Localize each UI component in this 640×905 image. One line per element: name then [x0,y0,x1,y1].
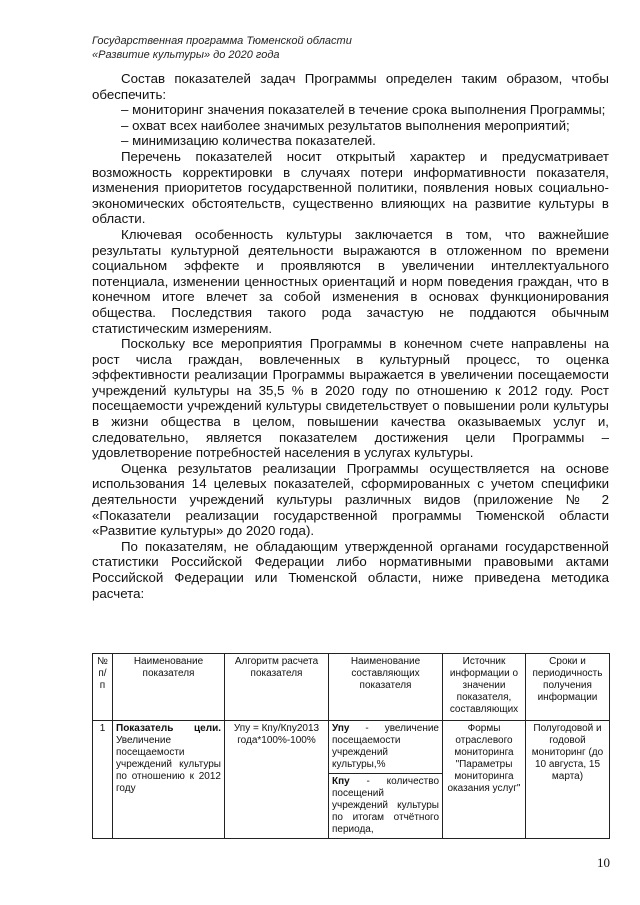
bullet-monitoring: – мониторинг значения показателей в течение срока выполнения Программы; [121,102,606,118]
cell-components [329,721,443,839]
component-kpu [329,773,442,838]
component-upu [329,721,442,773]
col-header-name: Наименование показателя [113,654,225,721]
indicators-table [92,653,610,839]
cell-source: Формы отраслевого мониторинга "Параметры мониторинга оказания услуг" [443,721,526,839]
cell-number: 1 [93,721,113,839]
component-kpu-text: - количество посещений учреждений культуры по итогам отчётного периода, [332,776,439,835]
header-line-2: «Развитие культуры» до 2020 года [92,49,280,61]
col-header-components: Наименование составляющих показателя [329,654,443,721]
paragraph-intro: Состав показателей задач Программы определен таким образом, чтобы обеспечить: [92,71,609,102]
component-kpu-symbol: Кпу [332,776,350,787]
component-upu-symbol: Упу [332,723,350,734]
paragraph-efficiency: Поскольку все мероприятия Программы в конечном счете направлены на рост числа граждан, вовлеченных в культурный процесс, то оценка эффективности реализации Программы выражается в увеличении посещаемости учреждений культуры на 35,5 % в 2020 году по отношению к 2012 году. Рост посещаемости учреждений культуры свидетельствует о повышении роли культуры в жизни общества в целом, повышении качества оказываемых услуг и, следовательно, является показателем достижения цели Программы – удовлетворение потребностей населения в услугах культуры. [92,336,609,461]
bullet-coverage: – охват всех наиболее значимых результатов выполнения мероприятий; [121,117,570,133]
page-number: 10 [597,855,610,870]
paragraph-key-feature: Ключевая особенность культуры заключается в том, что важнейшие результаты культурной деятельности выражаются в отложенном по времени социальном эффекте и проявляются в увеличении интеллектуального потенциала, изменении ценностных ориентаций и норм поведения граждан, что в конечном итоге влечет за собой изменения в основах функционирования общества. Последствия такого рода зачастую не поддаются обычным статистическим измерениям. [92,226,609,336]
cell-algorithm: Упу = Кпу/Кпу2013 года*100%-100% [225,721,329,839]
col-header-algorithm: Алгоритм расчета показателя [225,654,329,721]
component-upu-text: - увеличение посещаемости учреждений культуры,% [332,723,439,770]
header-line-1: Государственная программа Тюменской области [92,35,352,47]
running-header [92,34,352,62]
col-header-source: Источник информации о значении показателя, составляющих [443,654,526,721]
indicator-description: Увеличение посещаемости учреждений культуры по отношению к 2012 году [116,735,221,794]
col-header-terms: Сроки и периодичность получения информации [526,654,610,721]
paragraph-list-open: Перечень показателей носит открытый характер и предусматривает возможность корректировки в случаях потери информативности показателя, изменения приоритетов государственной политики, появления новых социально-экономических обстоятельств, существенно влияющих на развитие культуры в области. [92,148,609,227]
bullet-minimize: – минимизацию количества показателей. [121,133,376,149]
table-header-row [93,654,610,721]
body-text [92,71,609,601]
table-row [93,721,610,839]
col-header-number: № п/ п [93,654,113,721]
cell-indicator-name [113,721,225,839]
cell-terms: Полугодовой и годовой мониторинг (до 10 августа, 15 марта) [526,721,610,839]
indicator-title: Показатель цели. [116,723,221,734]
paragraph-methodology: По показателям, не обладающим утвержденной органами государственной статистики Российской Федерации либо нормативными правовыми актами Российской Федерации или Тюменской области, ниже приведена методика расчета: [92,538,609,601]
paragraph-evaluation: Оценка результатов реализации Программы осуществляется на основе использования 14 целевых показателей, сформированных с учетом специфики деятельности учреждений культуры различных видов (приложение № 2 «Показатели реализации государственной программы Тюменской области «Развитие культуры» до 2020 года). [92,460,609,539]
